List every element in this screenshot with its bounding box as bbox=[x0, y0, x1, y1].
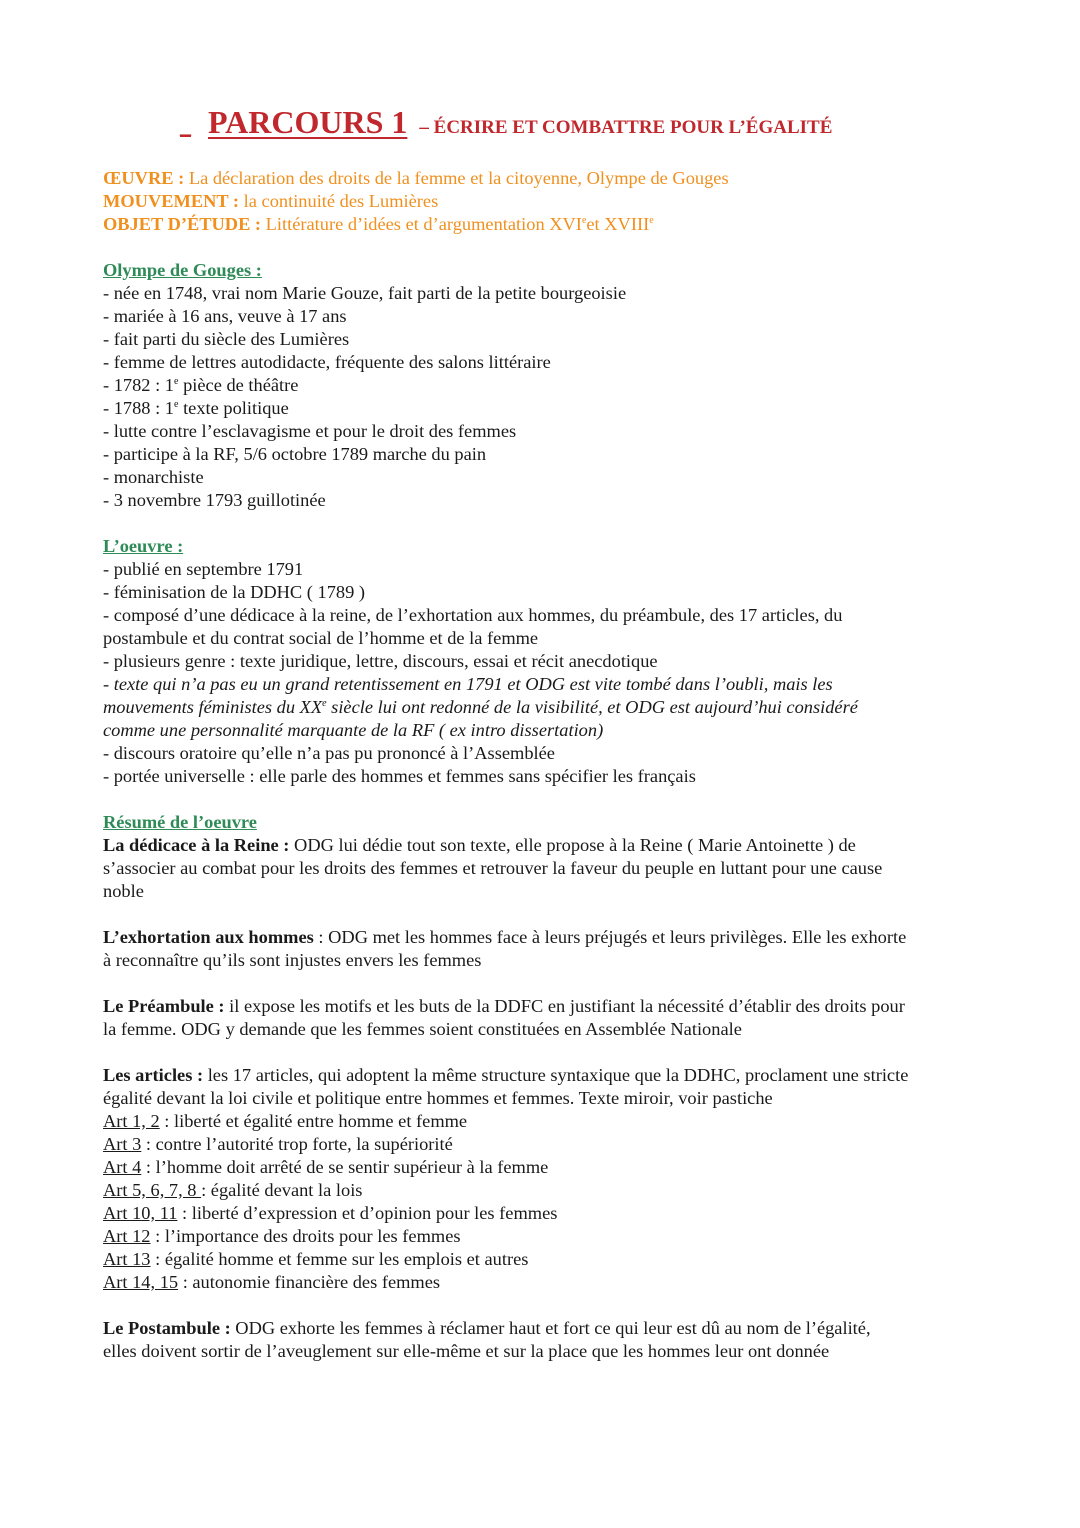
section-heading-resume: Résumé de l’oeuvre bbox=[103, 812, 257, 832]
meta-oeuvre-label: ŒUVRE : bbox=[103, 168, 185, 188]
meta-objet bbox=[103, 213, 654, 236]
meta-mouvement-value: la continuité des Lumières bbox=[239, 191, 439, 211]
meta-oeuvre bbox=[103, 167, 729, 190]
text: - 1782 : 1 bbox=[103, 375, 175, 395]
paragraph-preambule bbox=[103, 995, 905, 1018]
section-heading-olympe: Olympe de Gouges : bbox=[103, 260, 262, 280]
meta-mouvement bbox=[103, 190, 438, 213]
list-item: - mariée à 16 ans, veuve à 17 ans bbox=[103, 306, 347, 326]
paragraph-label: La dédicace à la Reine : bbox=[103, 835, 290, 855]
text: siècle lui ont redonné de la visibilité, et ODG est aujourd’hui considéré bbox=[326, 697, 858, 717]
list-item: - monarchiste bbox=[103, 467, 204, 487]
text: - 1788 : 1 bbox=[103, 398, 175, 418]
list-item: - féminisation de la DDHC ( 1789 ) bbox=[103, 582, 366, 602]
meta-objet-label: OBJET D’ÉTUDE : bbox=[103, 214, 262, 234]
paragraph-label: Les articles : bbox=[103, 1065, 204, 1085]
paragraph-line: égalité devant la loi civile et politique entre hommes et femmes. Texte miroir, voir pastiche bbox=[103, 1088, 773, 1108]
list-item bbox=[103, 374, 298, 397]
article-item bbox=[103, 1179, 362, 1202]
text: pièce de théâtre bbox=[178, 375, 299, 395]
article-item bbox=[103, 1248, 528, 1271]
text: : ODG met les hommes face à leurs préjugés et leurs privilèges. Elle les exhorte bbox=[313, 927, 907, 947]
list-item-italic: comme une personnalité marquante de la RF ( ex intro dissertation) bbox=[103, 720, 604, 740]
paragraph-postambule bbox=[103, 1317, 871, 1340]
paragraph-dedicace bbox=[103, 834, 856, 857]
article-text: : autonomie financière des femmes bbox=[178, 1272, 441, 1292]
text: les 17 articles, qui adoptent la même structure syntaxique que la DDHC, proclament une stricte bbox=[203, 1065, 909, 1085]
paragraph-articles bbox=[103, 1064, 908, 1087]
list-item: - lutte contre l’esclavagisme et pour le droit des femmes bbox=[103, 421, 517, 441]
superscript: e bbox=[174, 398, 179, 410]
paragraph-exhortation bbox=[103, 926, 906, 949]
list-item: postambule et du contrat social de l’homme et de la femme bbox=[103, 628, 539, 648]
paragraph-label: L’exhortation aux hommes bbox=[103, 927, 314, 947]
article-ref: Art 5, 6, 7, 8 bbox=[103, 1180, 202, 1200]
article-text: : liberté et égalité entre homme et femme bbox=[159, 1111, 468, 1131]
text: texte politique bbox=[178, 398, 289, 418]
article-text: : égalité homme et femme sur les emplois et autres bbox=[150, 1249, 529, 1269]
article-ref: Art 3 bbox=[103, 1134, 142, 1154]
list-item-italic: - texte qui n’a pas eu un grand retentissement en 1791 et ODG est vite tombé dans l’oubli, mais les bbox=[103, 674, 833, 694]
list-item: - née en 1748, vrai nom Marie Gouze, fait parti de la petite bourgeoisie bbox=[103, 283, 627, 303]
article-item bbox=[103, 1271, 440, 1294]
section-heading-oeuvre: L’oeuvre : bbox=[103, 536, 184, 556]
article-text: : contre l’autorité trop forte, la supériorité bbox=[141, 1134, 453, 1154]
page-title bbox=[180, 104, 832, 141]
list-item: - 3 novembre 1793 guillotinée bbox=[103, 490, 326, 510]
list-item: - femme de lettres autodidacte, fréquente des salons littéraire bbox=[103, 352, 551, 372]
paragraph-line: elles doivent sortir de l’aveuglement sur elle-même et sur la place que les hommes leur ont donnée bbox=[103, 1341, 830, 1361]
list-item: - fait parti du siècle des Lumières bbox=[103, 329, 350, 349]
article-ref: Art 4 bbox=[103, 1157, 142, 1177]
meta-mouvement-label: MOUVEMENT : bbox=[103, 191, 240, 211]
list-item: - portée universelle : elle parle des hommes et femmes sans spécifier les français bbox=[103, 766, 696, 786]
list-item: - discours oratoire qu’elle n’a pas pu prononcé à l’Assemblée bbox=[103, 743, 555, 763]
article-text: : liberté d’expression et d’opinion pour les femmes bbox=[177, 1203, 558, 1223]
article-text: : égalité devant la lois bbox=[201, 1180, 363, 1200]
superscript: e bbox=[174, 375, 179, 387]
superscript: e bbox=[322, 697, 327, 709]
article-ref: Art 10, 11 bbox=[103, 1203, 178, 1223]
superscript: e bbox=[581, 214, 587, 226]
paragraph-line: à reconnaître qu’ils sont injustes envers les femmes bbox=[103, 950, 482, 970]
paragraph-line: s’associer au combat pour les droits des femmes et retrouver la faveur du peuple en luttant pour une cause bbox=[103, 858, 883, 878]
article-ref: Art 12 bbox=[103, 1226, 151, 1246]
text: mouvements féministes du XX bbox=[103, 697, 323, 717]
meta-objet-mid: et XVIII bbox=[586, 214, 650, 234]
text: ODG lui dédie tout son texte, elle propose à la Reine ( Marie Antoinette ) de bbox=[289, 835, 856, 855]
article-text: : l’homme doit arrêté de se sentir supérieur à la femme bbox=[141, 1157, 549, 1177]
title-subtitle: – ÉCRIRE ET COMBATTRE POUR L’ÉGALITÉ bbox=[419, 117, 833, 138]
paragraph-label: Le Postambule : bbox=[103, 1318, 231, 1338]
paragraph-line: la femme. ODG y demande que les femmes soient constituées en Assemblée Nationale bbox=[103, 1019, 742, 1039]
list-item: - participe à la RF, 5/6 octobre 1789 marche du pain bbox=[103, 444, 487, 464]
list-item: - composé d’une dédicace à la reine, de l’exhortation aux hommes, du préambule, des 17 articles, du bbox=[103, 605, 843, 625]
paragraph-line: noble bbox=[103, 881, 144, 901]
list-item bbox=[103, 397, 289, 420]
article-item bbox=[103, 1133, 453, 1156]
article-item bbox=[103, 1110, 467, 1133]
paragraph-label: Le Préambule : bbox=[103, 996, 225, 1016]
superscript: e bbox=[649, 214, 654, 226]
article-item bbox=[103, 1156, 548, 1179]
article-item bbox=[103, 1202, 557, 1225]
list-item: - plusieurs genre : texte juridique, lettre, discours, essai et récit anecdotique bbox=[103, 651, 658, 671]
article-ref: Art 13 bbox=[103, 1249, 151, 1269]
title-lead-mark: _ bbox=[180, 113, 191, 138]
article-text: : l’importance des droits pour les femmes bbox=[150, 1226, 461, 1246]
list-item: - publié en septembre 1791 bbox=[103, 559, 304, 579]
meta-objet-value: Littérature d’idées et d’argumentation XVI bbox=[261, 214, 582, 234]
text: il expose les motifs et les buts de la DDFC en justifiant la nécessité d’établir des droits pour bbox=[224, 996, 905, 1016]
article-ref: Art 14, 15 bbox=[103, 1272, 179, 1292]
title-main: PARCOURS 1 bbox=[208, 104, 408, 140]
article-ref: Art 1, 2 bbox=[103, 1111, 160, 1131]
article-item bbox=[103, 1225, 461, 1248]
list-item-italic bbox=[103, 696, 858, 719]
text: ODG exhorte les femmes à réclamer haut et fort ce qui leur est dû au nom de l’égalité, bbox=[230, 1318, 871, 1338]
meta-oeuvre-value: La déclaration des droits de la femme et la citoyenne, Olympe de Gouges bbox=[184, 168, 729, 188]
